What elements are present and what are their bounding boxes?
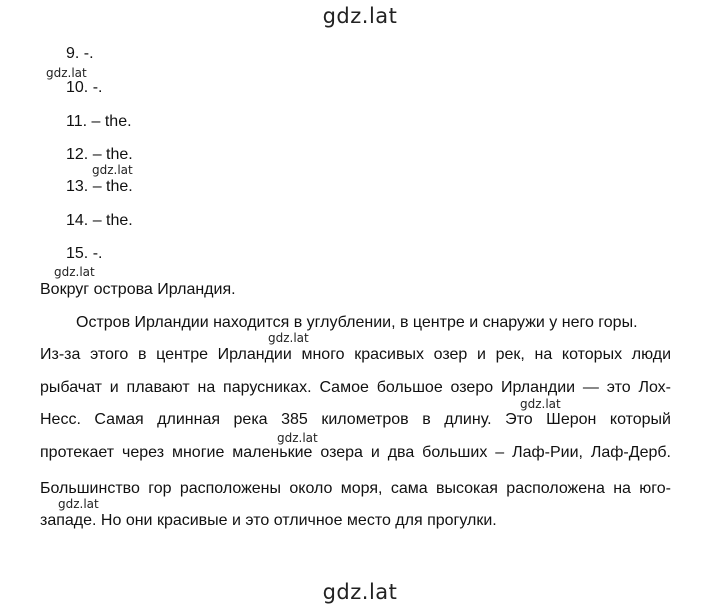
watermark: gdz.lat: [92, 163, 133, 177]
answer-item-10: 10. -.: [66, 79, 103, 96]
answer-item-13: 13. – the.: [66, 178, 133, 195]
paragraph-line: Из-за этого в центре Ирландии много красивых озер и рек, на которых люди: [40, 346, 671, 363]
translation-title: Вокруг острова Ирландия.: [40, 281, 236, 298]
paragraph-line: рыбачат и плавают на парусниках. Самое большое озеро Ирландии — это Лох-: [40, 379, 671, 396]
answer-item-9: 9. -.: [66, 45, 94, 62]
answer-item-15: 15. -.: [66, 245, 103, 262]
paragraph-line: Большинство гор расположены около моря, сама высокая расположена на юго-: [40, 480, 671, 497]
watermark: gdz.lat: [54, 265, 95, 279]
answer-item-12: 12. – the.: [66, 146, 133, 163]
watermark: gdz.lat: [46, 66, 87, 80]
watermark: gdz.lat: [58, 497, 99, 511]
paragraph-line: протекает через многие маленькие озера и два больших – Лаф-Рии, Лаф-Дерб.: [40, 444, 671, 461]
watermark: gdz.lat: [277, 431, 318, 445]
answer-item-14: 14. – the.: [66, 212, 133, 229]
paragraph-line: западе. Но они красивые и это отличное место для прогулки.: [40, 512, 497, 529]
watermark: gdz.lat: [520, 397, 561, 411]
site-logo-footer: gdz.lat: [322, 580, 398, 604]
watermark: gdz.lat: [268, 331, 309, 345]
answer-item-11: 11. – the.: [66, 113, 132, 130]
paragraph-line: Остров Ирландии находится в углублении, в центре и снаружи у него горы.: [76, 314, 638, 331]
paragraph-line: Несс. Самая длинная река 385 километров в длину. Это Шерон который: [40, 411, 671, 428]
site-logo-header: gdz.lat: [322, 4, 398, 28]
